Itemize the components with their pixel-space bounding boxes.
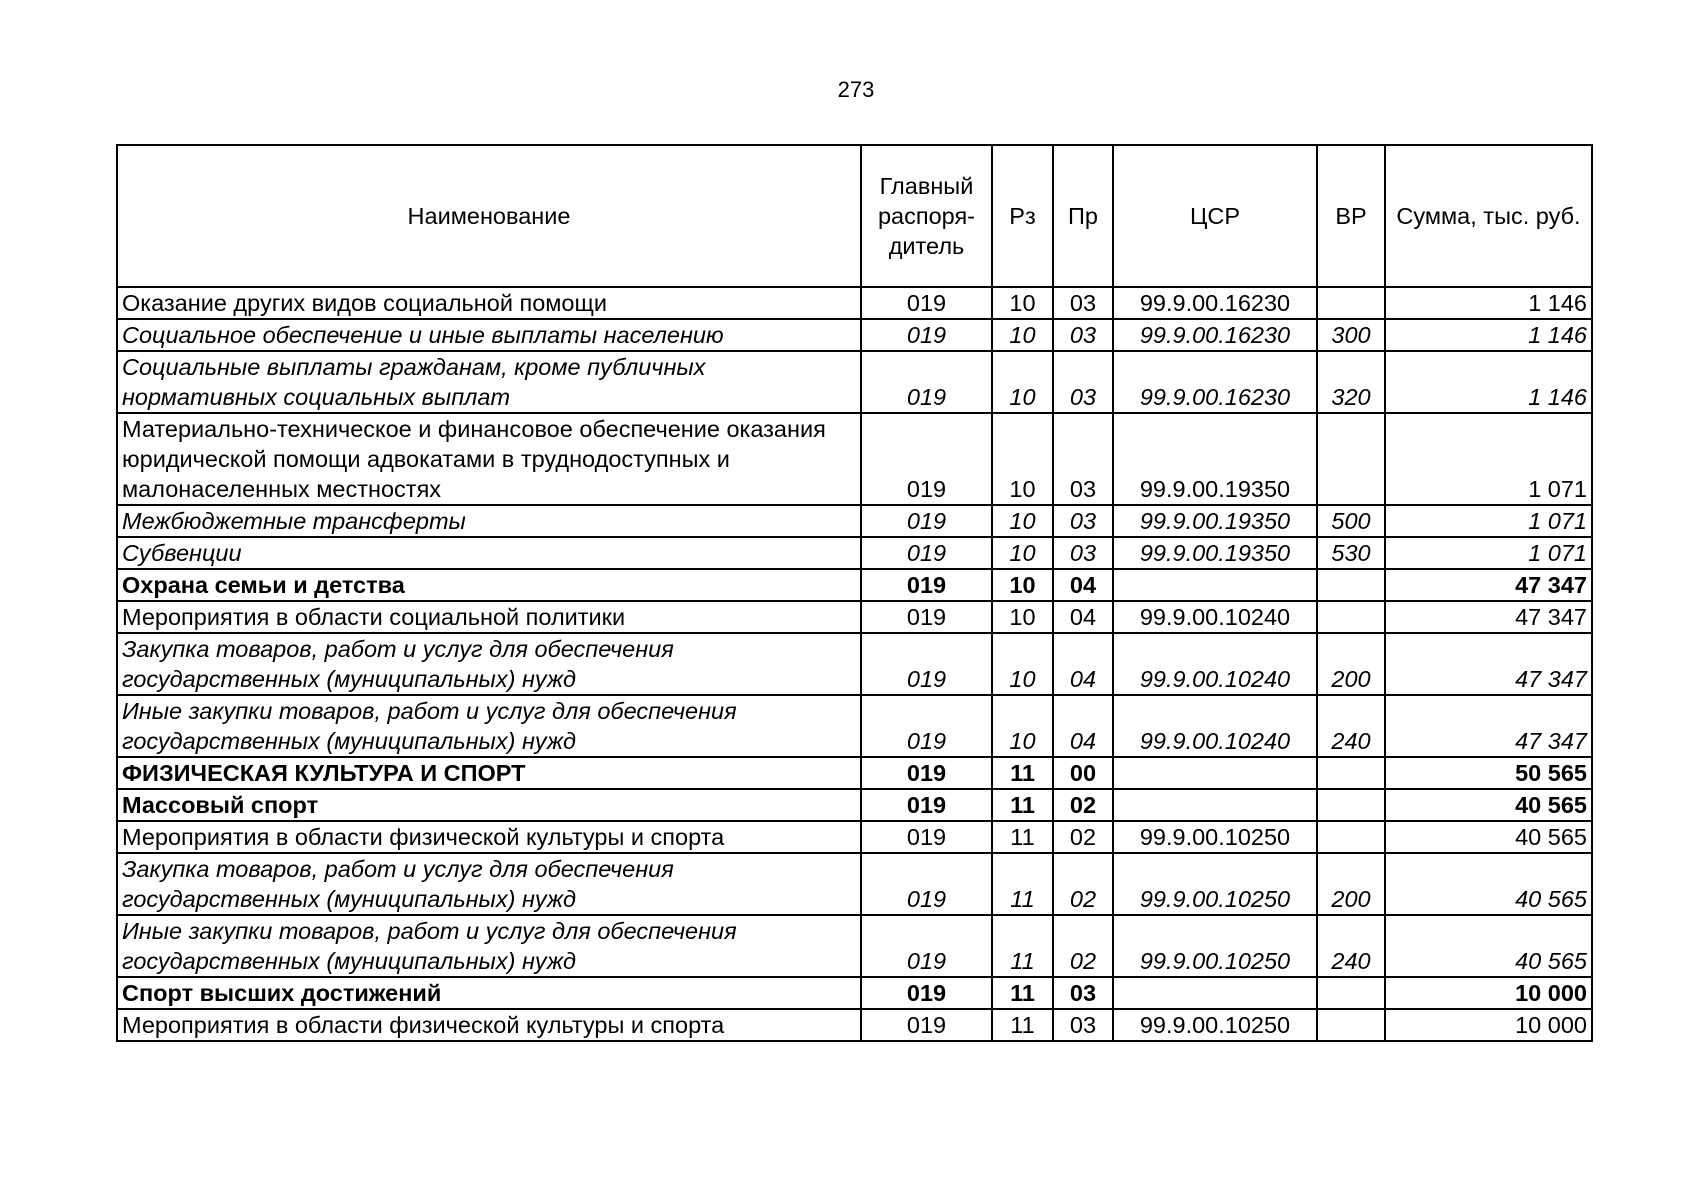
table-row xyxy=(117,413,1592,505)
cell-pr: 03 xyxy=(1053,977,1113,1009)
cell-manager: 019 xyxy=(861,537,992,569)
cell-name: Мероприятия в области физической культуры и спорта xyxy=(117,1009,861,1041)
cell-vr: 300 xyxy=(1317,319,1385,351)
cell-name: Оказание других видов социальной помощи xyxy=(117,287,861,319)
cell-manager: 019 xyxy=(861,821,992,853)
cell-name: Иные закупки товаров, работ и услуг для обеспечения государственных (муниципальных) нужд xyxy=(117,915,861,977)
cell-rz: 10 xyxy=(992,351,1053,413)
cell-pr: 04 xyxy=(1053,633,1113,695)
cell-pr: 03 xyxy=(1053,351,1113,413)
cell-pr: 03 xyxy=(1053,413,1113,505)
table-row xyxy=(117,853,1592,915)
cell-sum: 1 146 xyxy=(1385,351,1592,413)
cell-pr: 02 xyxy=(1053,915,1113,977)
cell-sum: 1 146 xyxy=(1385,287,1592,319)
cell-rz: 10 xyxy=(992,633,1053,695)
table-row xyxy=(117,351,1592,413)
cell-manager: 019 xyxy=(861,569,992,601)
header-pr: Пр xyxy=(1053,145,1113,287)
cell-vr: 200 xyxy=(1317,853,1385,915)
cell-csr: 99.9.00.10240 xyxy=(1113,633,1317,695)
cell-name: Массовый спорт xyxy=(117,789,861,821)
header-sum: Сумма, тыс. руб. xyxy=(1385,145,1592,287)
cell-csr: 99.9.00.19350 xyxy=(1113,505,1317,537)
table-row xyxy=(117,789,1592,821)
cell-rz: 11 xyxy=(992,789,1053,821)
cell-vr xyxy=(1317,569,1385,601)
cell-manager: 019 xyxy=(861,977,992,1009)
cell-pr: 03 xyxy=(1053,537,1113,569)
table-row xyxy=(117,695,1592,757)
cell-vr: 500 xyxy=(1317,505,1385,537)
cell-csr: 99.9.00.16230 xyxy=(1113,287,1317,319)
cell-manager: 019 xyxy=(861,319,992,351)
cell-sum: 47 347 xyxy=(1385,633,1592,695)
cell-sum: 10 000 xyxy=(1385,1009,1592,1041)
cell-vr xyxy=(1317,789,1385,821)
cell-manager: 019 xyxy=(861,351,992,413)
cell-pr: 02 xyxy=(1053,853,1113,915)
table-row xyxy=(117,1009,1592,1041)
cell-name: Мероприятия в области социальной политики xyxy=(117,601,861,633)
cell-rz: 11 xyxy=(992,757,1053,789)
cell-name: Закупка товаров, работ и услуг для обеспечения государственных (муниципальных) нужд xyxy=(117,633,861,695)
cell-manager: 019 xyxy=(861,853,992,915)
cell-sum: 40 565 xyxy=(1385,853,1592,915)
cell-manager: 019 xyxy=(861,505,992,537)
cell-name: Мероприятия в области физической культуры и спорта xyxy=(117,821,861,853)
cell-rz: 11 xyxy=(992,853,1053,915)
cell-vr xyxy=(1317,821,1385,853)
cell-manager: 019 xyxy=(861,695,992,757)
cell-vr: 320 xyxy=(1317,351,1385,413)
cell-name: Социальные выплаты гражданам, кроме публичных нормативных социальных выплат xyxy=(117,351,861,413)
cell-pr: 04 xyxy=(1053,601,1113,633)
table-row xyxy=(117,569,1592,601)
cell-vr: 530 xyxy=(1317,537,1385,569)
cell-csr: 99.9.00.19350 xyxy=(1113,537,1317,569)
cell-name: Охрана семьи и детства xyxy=(117,569,861,601)
cell-manager: 019 xyxy=(861,757,992,789)
table-row xyxy=(117,633,1592,695)
cell-vr: 200 xyxy=(1317,633,1385,695)
cell-csr: 99.9.00.10240 xyxy=(1113,695,1317,757)
table-row xyxy=(117,601,1592,633)
cell-rz: 10 xyxy=(992,413,1053,505)
cell-vr xyxy=(1317,413,1385,505)
table-row xyxy=(117,505,1592,537)
cell-sum: 50 565 xyxy=(1385,757,1592,789)
cell-name: Социальное обеспечение и иные выплаты населению xyxy=(117,319,861,351)
cell-pr: 03 xyxy=(1053,505,1113,537)
cell-csr xyxy=(1113,757,1317,789)
cell-manager: 019 xyxy=(861,633,992,695)
table-row xyxy=(117,287,1592,319)
header-manager: Главный распоря-дитель xyxy=(861,145,992,287)
cell-vr xyxy=(1317,287,1385,319)
table-row xyxy=(117,319,1592,351)
cell-pr: 00 xyxy=(1053,757,1113,789)
cell-name: Спорт высших достижений xyxy=(117,977,861,1009)
cell-csr: 99.9.00.16230 xyxy=(1113,319,1317,351)
table-row xyxy=(117,915,1592,977)
cell-rz: 10 xyxy=(992,601,1053,633)
header-csr: ЦСР xyxy=(1113,145,1317,287)
cell-rz: 10 xyxy=(992,537,1053,569)
cell-rz: 11 xyxy=(992,977,1053,1009)
cell-manager: 019 xyxy=(861,915,992,977)
cell-pr: 03 xyxy=(1053,1009,1113,1041)
page-number: 273 xyxy=(837,77,875,102)
cell-sum: 47 347 xyxy=(1385,601,1592,633)
cell-sum: 1 071 xyxy=(1385,413,1592,505)
header-name: Наименование xyxy=(117,145,861,287)
cell-csr: 99.9.00.10240 xyxy=(1113,601,1317,633)
cell-pr: 04 xyxy=(1053,695,1113,757)
cell-csr: 99.9.00.10250 xyxy=(1113,853,1317,915)
table-row xyxy=(117,537,1592,569)
table-header-row xyxy=(117,145,1592,287)
cell-sum: 10 000 xyxy=(1385,977,1592,1009)
cell-manager: 019 xyxy=(861,287,992,319)
cell-vr: 240 xyxy=(1317,695,1385,757)
cell-sum: 47 347 xyxy=(1385,569,1592,601)
cell-csr: 99.9.00.10250 xyxy=(1113,915,1317,977)
header-vr: ВР xyxy=(1317,145,1385,287)
cell-sum: 1 071 xyxy=(1385,505,1592,537)
cell-rz: 10 xyxy=(992,319,1053,351)
cell-rz: 10 xyxy=(992,505,1053,537)
cell-manager: 019 xyxy=(861,789,992,821)
cell-sum: 40 565 xyxy=(1385,915,1592,977)
cell-vr xyxy=(1317,977,1385,1009)
budget-table xyxy=(116,144,1593,1042)
cell-csr xyxy=(1113,977,1317,1009)
cell-csr: 99.9.00.16230 xyxy=(1113,351,1317,413)
cell-name: Межбюджетные трансферты xyxy=(117,505,861,537)
cell-csr xyxy=(1113,789,1317,821)
cell-rz: 10 xyxy=(992,569,1053,601)
header-rz: Рз xyxy=(992,145,1053,287)
cell-name: Закупка товаров, работ и услуг для обеспечения государственных (муниципальных) нужд xyxy=(117,853,861,915)
cell-pr: 02 xyxy=(1053,821,1113,853)
cell-rz: 11 xyxy=(992,821,1053,853)
cell-pr: 03 xyxy=(1053,287,1113,319)
cell-name: Субвенции xyxy=(117,537,861,569)
table-row xyxy=(117,821,1592,853)
cell-name: ФИЗИЧЕСКАЯ КУЛЬТУРА И СПОРТ xyxy=(117,757,861,789)
cell-sum: 40 565 xyxy=(1385,821,1592,853)
cell-sum: 1 146 xyxy=(1385,319,1592,351)
table-row xyxy=(117,977,1592,1009)
cell-name: Иные закупки товаров, работ и услуг для обеспечения государственных (муниципальных) нужд xyxy=(117,695,861,757)
cell-manager: 019 xyxy=(861,1009,992,1041)
cell-vr xyxy=(1317,1009,1385,1041)
cell-rz: 10 xyxy=(992,287,1053,319)
cell-csr: 99.9.00.10250 xyxy=(1113,1009,1317,1041)
cell-vr xyxy=(1317,601,1385,633)
cell-pr: 02 xyxy=(1053,789,1113,821)
cell-name: Материально-техническое и финансовое обеспечение оказания юридической помощи адвокатами в труднодоступных и малонаселенных местностях xyxy=(117,413,861,505)
cell-pr: 03 xyxy=(1053,319,1113,351)
cell-sum: 47 347 xyxy=(1385,695,1592,757)
cell-pr: 04 xyxy=(1053,569,1113,601)
cell-csr: 99.9.00.19350 xyxy=(1113,413,1317,505)
cell-vr xyxy=(1317,757,1385,789)
cell-csr: 99.9.00.10250 xyxy=(1113,821,1317,853)
table-body xyxy=(117,287,1592,1041)
cell-sum: 40 565 xyxy=(1385,789,1592,821)
table-row xyxy=(117,757,1592,789)
cell-rz: 11 xyxy=(992,915,1053,977)
cell-sum: 1 071 xyxy=(1385,537,1592,569)
cell-rz: 11 xyxy=(992,1009,1053,1041)
cell-manager: 019 xyxy=(861,413,992,505)
cell-vr: 240 xyxy=(1317,915,1385,977)
cell-manager: 019 xyxy=(861,601,992,633)
cell-csr xyxy=(1113,569,1317,601)
cell-rz: 10 xyxy=(992,695,1053,757)
